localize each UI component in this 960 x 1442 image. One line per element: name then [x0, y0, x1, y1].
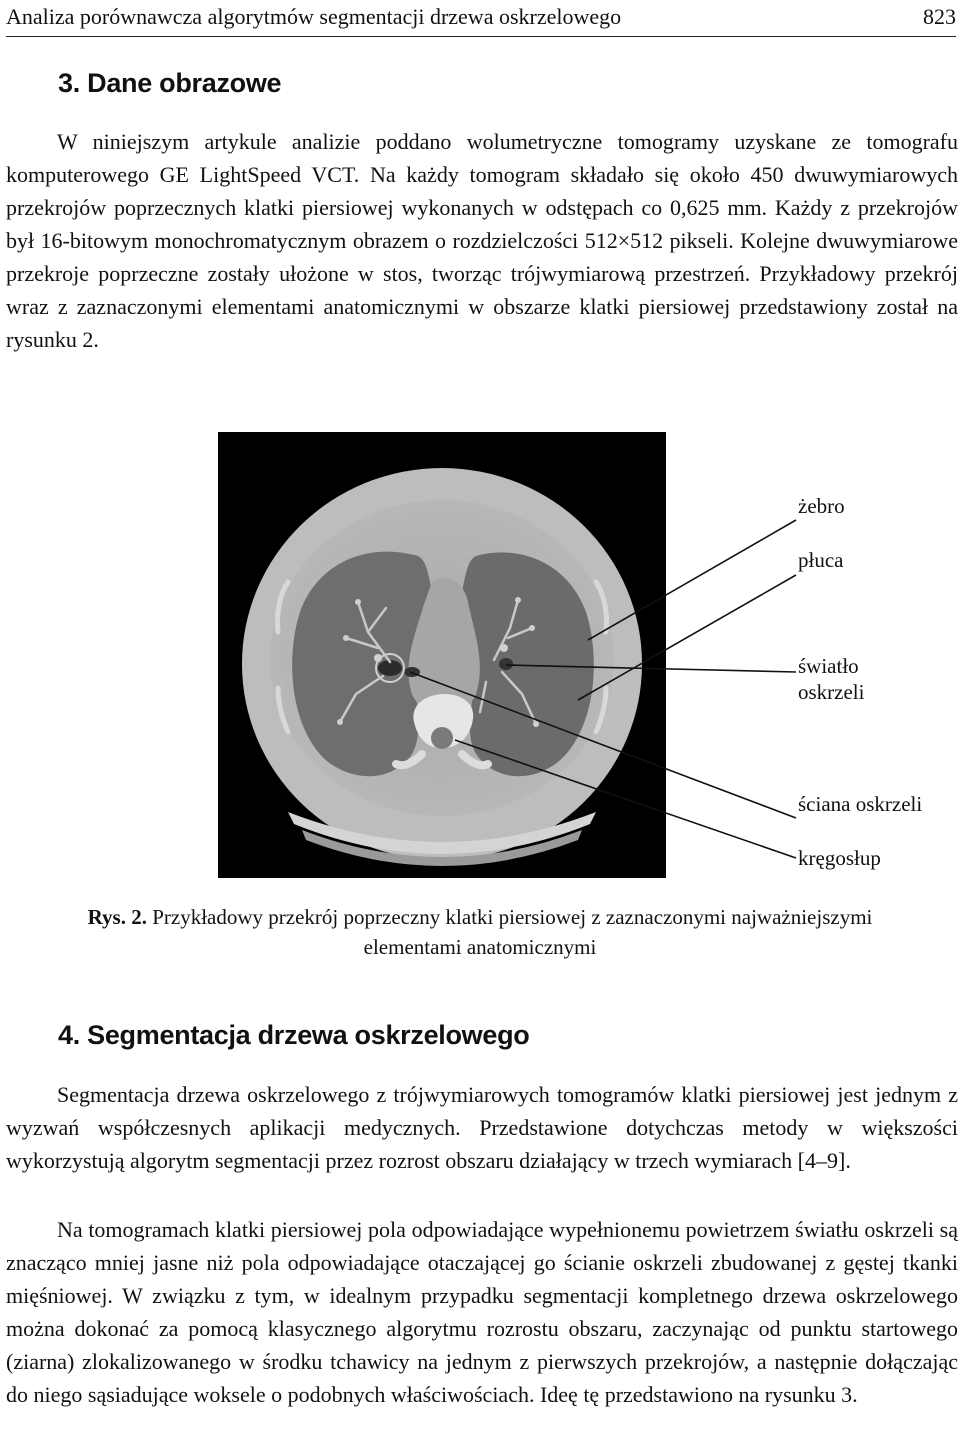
section-4-heading: 4. Segmentacja drzewa oskrzelowego [58, 1020, 530, 1050]
running-head [6, 2, 956, 37]
figure-label-lumen-line1: światło [798, 654, 859, 678]
figure-label-lungs: płuca [798, 548, 844, 572]
figure-caption-number: Rys. 2. [87, 905, 147, 929]
figure-caption [40, 902, 920, 962]
figure-label-rib: żebro [798, 494, 845, 518]
figure-caption-text: Przykładowy przekrój poprzeczny klatki piersiowej z zaznaczonymi najważniejszymi elementami anatomicznymi [152, 905, 873, 959]
section-3-paragraph: W niniejszym artykule analizie poddano wolumetryczne tomogramy uzyskane ze tomografu komputerowego GE LightSpeed VCT. Na każdy tomogram składało się około 450 dwuwymiarowych przekrojów poprzecznych klatki piersiowej wykonanych w odstępach co 0,625 mm. Każdy z przekrojów był 16-bitowym monochromatycznym obrazem o rozdzielczości 512×512 pikseli. Kolejne dwuwymiarowe przekroje poprzeczne zostały ułożone w stos, tworząc trójwymiarową przestrzeń. Przykładowy przekrój wraz z zaznaczonymi elementami anatomicznymi w obszarze klatki piersiowej przedstawiony został na rysunku 2. [6, 129, 958, 352]
ct-scan-image [218, 432, 666, 878]
figure-label-lumen-line2: oskrzeli [798, 680, 865, 704]
figure-label-spine: kręgosłup [798, 846, 881, 870]
figure-label-bronchial-wall: ściana oskrzeli [798, 792, 923, 816]
section-4-paragraph-1: Segmentacja drzewa oskrzelowego z trójwymiarowych tomogramów klatki piersiowej jest jednym z wyzwań współczesnych aplikacji medycznych. Przedstawione dotychczas metody w większości wykorzystują algorytm segmentacji przez rozrost obszaru działający w trzech wymiarach [4–9]. [6, 1082, 958, 1173]
running-head-title: Analiza porównawcza algorytmów segmentacji drzewa oskrzelowego [6, 4, 622, 29]
section-3-heading: 3. Dane obrazowe [58, 68, 282, 98]
page-number: 823 [923, 4, 956, 29]
section-4-paragraph-2: Na tomogramach klatki piersiowej pola odpowiadające wypełnionemu powietrzem światłu oskrzeli są znacząco mniej jasne niż pola odpowiadające otaczającej go ścianie oskrzeli zbudowanej z gęstej tkanki mięśniowej. W związku z tym, w idealnym przypadku segmentacji kompletnego drzewa oskrzelowego można dokonać za pomocą klasycznego algorytmu rozrostu obszaru, zaczynając od punktu startowego (ziarna) zlokalizowanego w środku tchawicy na jednym z pierwszych przekrojów, a następnie dołączając do niego sąsiadujące woksele o podobnych właściwościach. Ideę tę przedstawiono na rysunku 3. [6, 1217, 958, 1407]
